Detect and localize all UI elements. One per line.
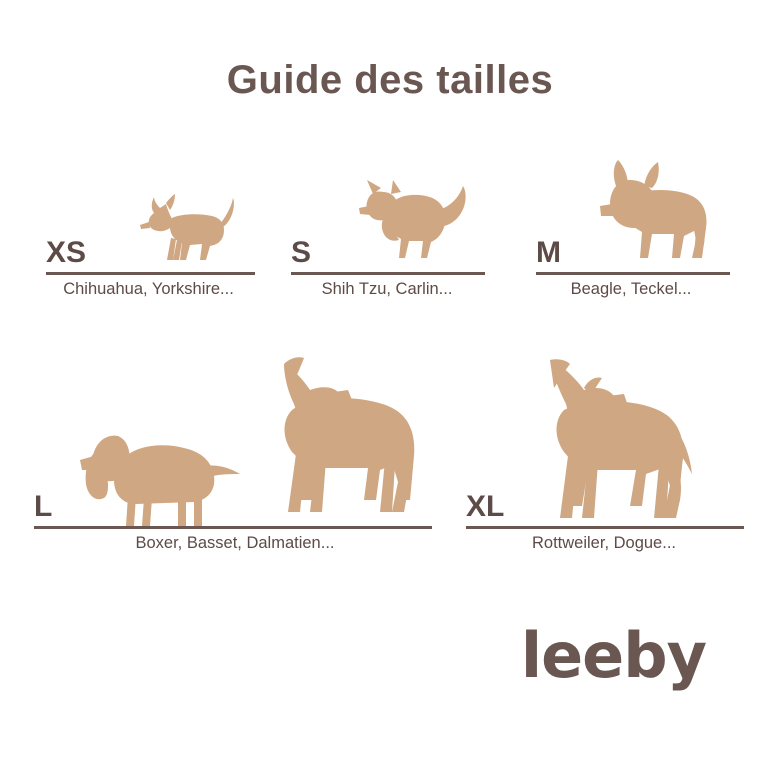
size-rule-m [536, 272, 730, 275]
size-letter-m: M [536, 236, 561, 269]
size-entry-xl [462, 350, 742, 560]
page-title: Guide des tailles [226, 58, 554, 102]
size-entry-xs [40, 180, 255, 310]
size-letter-s: S [291, 236, 312, 269]
size-letter-xl: XL [466, 490, 505, 523]
dog-chihuahua-icon [132, 194, 242, 266]
size-breeds-m: Beagle, Teckel... [570, 280, 692, 298]
dog-boxer-icon [240, 350, 430, 530]
size-breeds-s: Shih Tzu, Carlin... [321, 280, 453, 298]
size-entry-l [30, 350, 430, 560]
size-letter-l: L [34, 490, 53, 523]
size-entry-s [285, 172, 493, 312]
dog-bulldog-icon [588, 160, 728, 272]
dog-basset-icon [74, 408, 244, 530]
dog-pomeranian-icon [353, 172, 477, 264]
size-rule-s [291, 272, 485, 275]
size-entry-m [530, 160, 738, 312]
size-breeds-xs: Chihuahua, Yorkshire... [63, 280, 234, 298]
size-rule-xs [46, 272, 255, 275]
size-rule-l [34, 526, 432, 529]
size-breeds-xl: Rottweiler, Dogue... [532, 534, 676, 552]
size-breeds-l: Boxer, Basset, Dalmatien... [135, 534, 335, 552]
brand-logo: leeby [520, 619, 706, 692]
size-rule-xl [466, 526, 744, 529]
dog-greatdane-icon [500, 358, 715, 530]
size-letter-xs: XS [46, 236, 87, 269]
